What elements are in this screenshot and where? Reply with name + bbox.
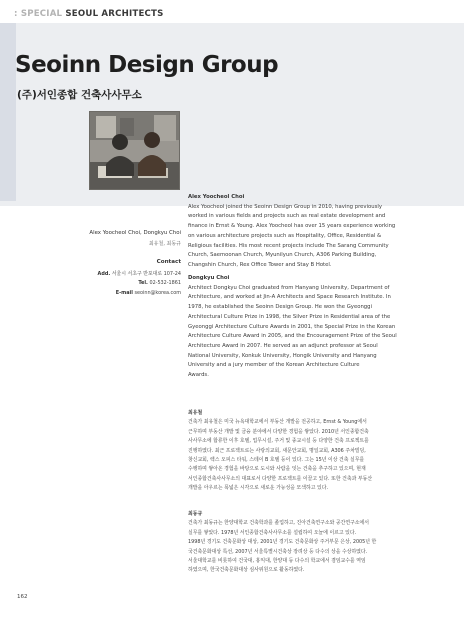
bio-line: 1978, he established the Seoinn Design Group. He won the Gyeonggi — [188, 304, 372, 311]
bio-line: 사사무소에 합류한 이후 호텔, 업무시설, 주거 및 종교시설 등 다양한 건축 프로젝트를 — [188, 438, 369, 445]
bio-dongkyu-korean — [188, 510, 450, 576]
address-value: 서울시 서초구 반포대로 107-24 — [111, 271, 181, 277]
bio-dongkyu-ko-heading: 최동규 — [188, 511, 203, 517]
bio-alex-ko-body — [188, 418, 450, 493]
hero-band — [0, 23, 464, 206]
bio-dongkyu — [188, 274, 450, 381]
bio-line: Architectural Culture Prize in 1998, the Silver Prize in Residential area of the — [188, 313, 391, 320]
bio-line: Architecture Culture Award in 2005, and the Encouragement Prize of the Seoul — [188, 333, 397, 340]
bio-line: 1998년 경기도 건축문화상 대상, 2001년 경기도 건축문화상 주거부문 은상, 2005년 한 — [188, 539, 377, 546]
bio-line: 국건축문화대상 특선, 2007년 서울특별시건축상 장려상 등 다수의 상을 수상하였다. — [188, 548, 368, 555]
bio-line: Changshin Church, Rex Office Tower and Stay B Hotel. — [188, 261, 332, 268]
bio-alex-ko-heading: 최유철 — [188, 410, 203, 416]
section-tag — [14, 9, 164, 19]
bio-alex-body — [188, 203, 450, 271]
bio-line: Architect Dongkyu Choi graduated from Hanyang University, Department of — [188, 284, 390, 291]
bio-line: finance in Ernst & Young. Alex Yoocheol has over 15 years experience working — [188, 223, 396, 230]
bio-line: 건축가 최유철은 미국 뉴욕대학교에서 부동산 개발을 전공하고, Ernst & Young에서 — [188, 419, 367, 426]
bio-line: Gyeonggi Architecture Culture Awards in 2001, the Special Prize in the Korean — [188, 323, 396, 330]
email-value[interactable]: seoinn@korea.com — [134, 290, 181, 296]
email-label: E-mail — [115, 290, 133, 296]
bio-line: Architecture Award in 2007. He served as an adjunct professor at Seoul — [188, 342, 378, 349]
bio-line: 실무를 쌓았다. 1978년 서인종합건축사사무소를 설립하여 오늘에 이르고 있다. — [188, 529, 357, 536]
contact-email — [116, 290, 181, 296]
page-number: 162 — [17, 594, 28, 600]
bio-line: 하였으며, 한국건축문화대상 심사위원으로 활동하였다. — [188, 567, 305, 574]
contact-telephone — [138, 280, 181, 286]
two-architects-photo — [89, 111, 180, 190]
hero-accent-bar — [0, 23, 16, 201]
bio-line: 근무하며 부동산 개발 및 금융 분야에서 다양한 경험을 쌓았다. 2010년 서인종합건축 — [188, 428, 369, 435]
bio-alex-korean — [188, 409, 450, 494]
bio-dongkyu-heading: Dongkyu Choi — [188, 275, 230, 281]
bio-line: 진행하였다. 최근 프로젝트로는 사랑의교회, 새문안교회, 명일교회, A306 주차빌딩, — [188, 447, 366, 454]
bio-line: Awards. — [188, 372, 209, 379]
bio-alex — [188, 193, 450, 271]
bio-line: 개발을 아우르는 폭넓은 시각으로 새로운 가능성을 모색하고 있다. — [188, 485, 328, 492]
bio-line: Religious facilities. His most recent projects include The Sarang Community — [188, 242, 389, 249]
contact-title: Contact — [156, 259, 181, 265]
bio-line: Architecture, and worked at Jin-A Architects and Space Research Institute. In — [188, 294, 391, 301]
bio-line: 수행하며 쌓아온 경험을 바탕으로 도시와 사람을 잇는 건축을 추구하고 있으며, 현재 — [188, 466, 366, 473]
address-label: Add. — [97, 271, 111, 277]
caption-names-ko: 최유철, 최동규 — [148, 241, 181, 247]
bio-line: Church, Saemoonan Church, Myunilyun Church, A306 Parking Building, — [188, 252, 377, 259]
photo-illustration — [90, 112, 180, 190]
contact-address — [98, 270, 181, 277]
series-label: SEOUL ARCHITECTS — [65, 9, 164, 19]
tel-value: 02-532-1861 — [149, 280, 181, 286]
bio-line: National University, Konkuk University, Hongik University and Hanyang — [188, 352, 377, 359]
firm-name: Seoinn Design Group — [15, 52, 279, 78]
bio-line: worked in various fields and projects such as real estate development and — [188, 213, 386, 220]
bio-alex-heading: Alex Yoocheol Choi — [188, 194, 245, 200]
caption-names-en: Alex Yoocheol Choi, Dongkyu Choi — [89, 230, 181, 236]
bio-dongkyu-body — [188, 284, 450, 381]
bio-line: 서울대학교를 비롯하여 건국대, 홍익대, 한양대 등 다수의 학교에서 겸임교수를 역임 — [188, 558, 366, 565]
bio-dongkyu-ko-body — [188, 519, 450, 575]
bio-line: on various architecture projects such as Hospitality, Office, Residential & — [188, 232, 382, 239]
bio-line: 서인종합건축사사무소의 대표로서 다양한 프로젝트를 이끌고 있다. 또한 건축과 부동산 — [188, 475, 373, 482]
bio-line: Alex Yoocheol joined the Seoinn Design Group in 2010, having previously — [188, 203, 382, 210]
firm-korean-name: (주)서인종합 건축사사무소 — [17, 89, 142, 101]
bio-line: 건축가 최동규는 한양대학교 건축학과를 졸업하고, 진아건축연구소와 공간연구소에서 — [188, 520, 369, 527]
bio-line: University and a jury member of the Korean Architecture Culture — [188, 362, 360, 369]
section-prefix: : SPECIAL — [14, 9, 66, 19]
tel-label: Tel. — [138, 280, 148, 286]
bio-line: 창신교회, 렉스 오피스 타워, 스테이 B 호텔 등이 있다. 그는 15년 이상 건축 실무를 — [188, 457, 365, 464]
